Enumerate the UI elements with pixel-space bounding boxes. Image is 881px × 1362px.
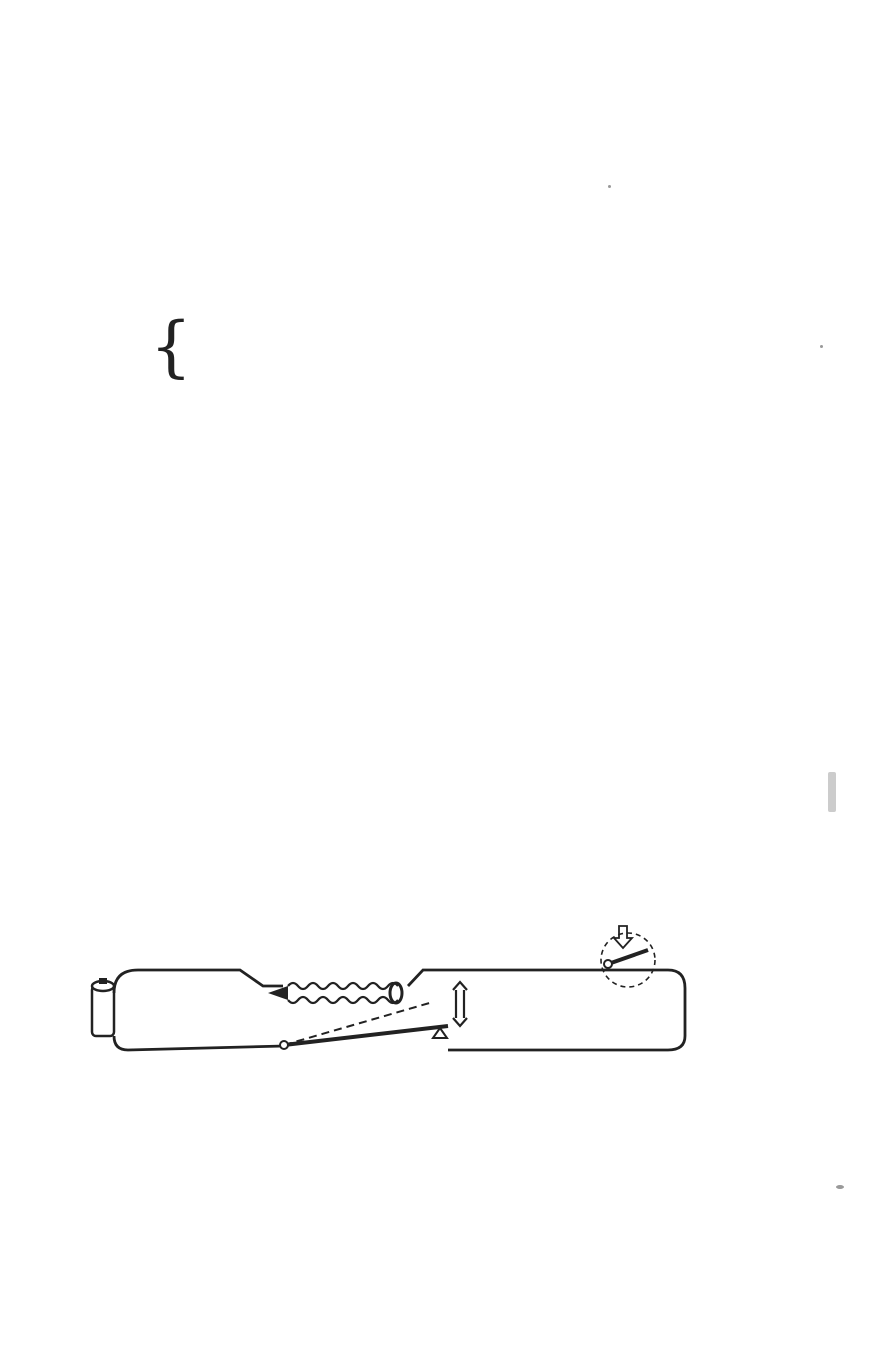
double-arrow-icon bbox=[453, 982, 467, 1026]
scan-speck bbox=[608, 185, 611, 188]
electromagnet-coil-icon bbox=[268, 983, 402, 1003]
equation-brace: { bbox=[150, 308, 192, 385]
scan-speck bbox=[828, 772, 836, 812]
wire bbox=[114, 970, 685, 1050]
scan-speck bbox=[820, 345, 823, 348]
iron-strip-b-raised bbox=[284, 1002, 433, 1045]
switch-a-icon bbox=[601, 926, 655, 987]
battery-icon bbox=[92, 978, 114, 1036]
circuit-diagram bbox=[88, 898, 698, 1068]
scan-speck bbox=[836, 1185, 844, 1189]
iron-strip-closed bbox=[284, 1026, 448, 1045]
